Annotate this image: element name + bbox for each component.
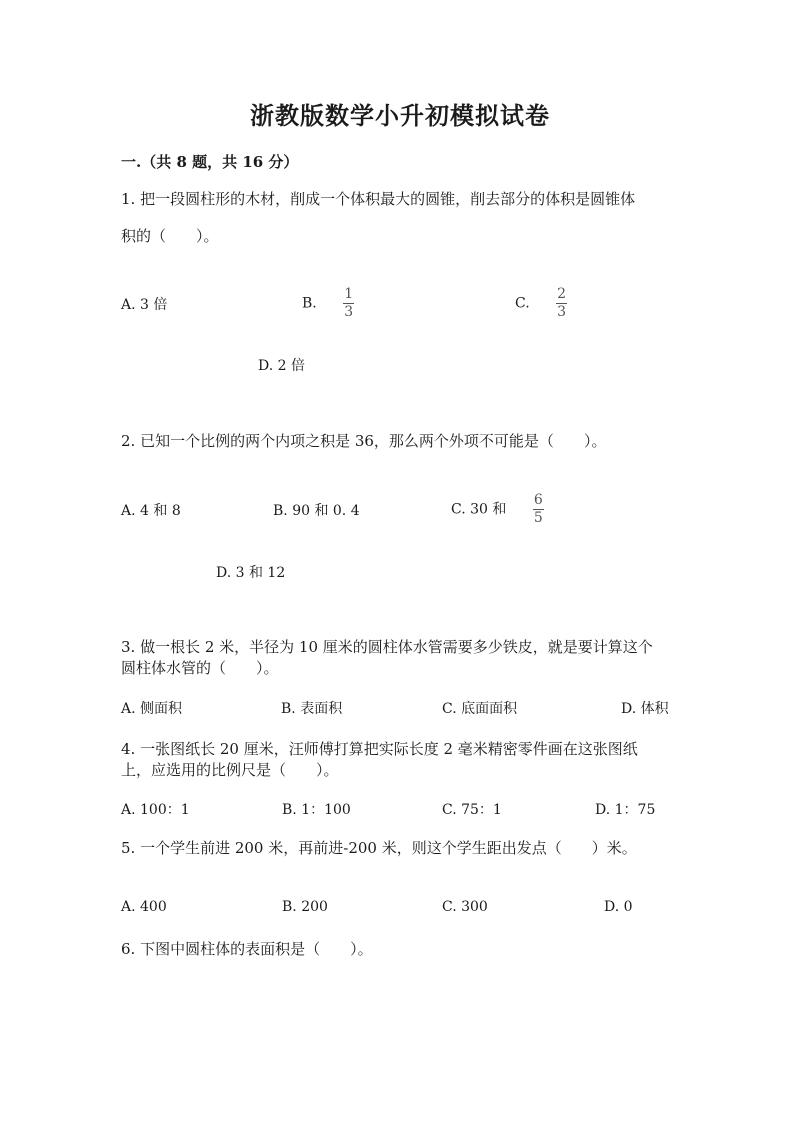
option-b: B. 200	[282, 899, 328, 915]
page-title: 浙教版数学小升初模拟试卷	[250, 101, 550, 130]
question-text-line: 4. 一张图纸长 20 厘米，汪师傅打算把实际长度 2 毫米精密零件画在这张图纸	[121, 740, 638, 758]
option-label: B.	[302, 295, 317, 312]
option-c	[515, 287, 567, 320]
option-b: B. 表面积	[281, 701, 343, 717]
question-text-line: 6. 下图中圆柱体的表面积是（ ）。	[121, 940, 373, 958]
section-heading: 一.（共 8 题，共 16 分）	[121, 153, 299, 171]
option-c: C. 75：1	[442, 802, 502, 818]
fraction-denominator: 3	[557, 304, 567, 320]
question-text-line: 5. 一个学生前进 200 米，再前进-200 米，则这个学生距出发点（ ）米。	[121, 839, 637, 857]
question-text-line: 2. 已知一个比例的两个内项之积是 36，那么两个外项不可能是（ ）。	[121, 432, 607, 450]
option-c	[451, 493, 544, 526]
fraction	[533, 493, 544, 526]
option-label: C. 30 和	[451, 501, 507, 518]
option-d: D. 0	[604, 899, 633, 915]
fraction	[556, 287, 567, 320]
option-a: A. 100：1	[121, 802, 190, 818]
fraction-numerator: 6	[533, 492, 543, 508]
question-text-line: 1. 把一段圆柱形的木材，削成一个体积最大的圆锥，削去部分的体积是圆锥体	[121, 190, 636, 208]
fraction-numerator: 1	[344, 286, 354, 302]
question-text-line: 上，应选用的比例尺是（ ）。	[121, 761, 339, 779]
option-a: A. 4 和 8	[121, 503, 181, 519]
option-d: D. 2 倍	[258, 358, 305, 374]
option-b: B. 90 和 0. 4	[273, 503, 360, 519]
option-a: A. 3 倍	[121, 297, 168, 313]
question-text-line: 圆柱体水管的（ ）。	[121, 659, 279, 677]
option-d: D. 体积	[621, 701, 669, 717]
option-d: D. 3 和 12	[216, 565, 286, 581]
fraction-numerator: 2	[557, 286, 567, 302]
option-label: C.	[515, 295, 530, 312]
fraction-denominator: 5	[533, 510, 543, 526]
option-d: D. 1：75	[595, 802, 656, 818]
option-c: C. 底面面积	[442, 701, 518, 717]
fraction	[343, 287, 354, 320]
option-c: C. 300	[442, 899, 488, 915]
fraction-denominator: 3	[344, 304, 354, 320]
option-b	[302, 287, 354, 320]
option-b: B. 1：100	[282, 802, 351, 818]
question-text-line: 3. 做一根长 2 米，半径为 10 厘米的圆柱体水管需要多少铁皮，就是要计算这个	[121, 638, 653, 656]
question-text-line: 积的（ ）。	[121, 227, 219, 245]
option-a: A. 侧面积	[121, 701, 183, 717]
option-a: A. 400	[121, 899, 167, 915]
